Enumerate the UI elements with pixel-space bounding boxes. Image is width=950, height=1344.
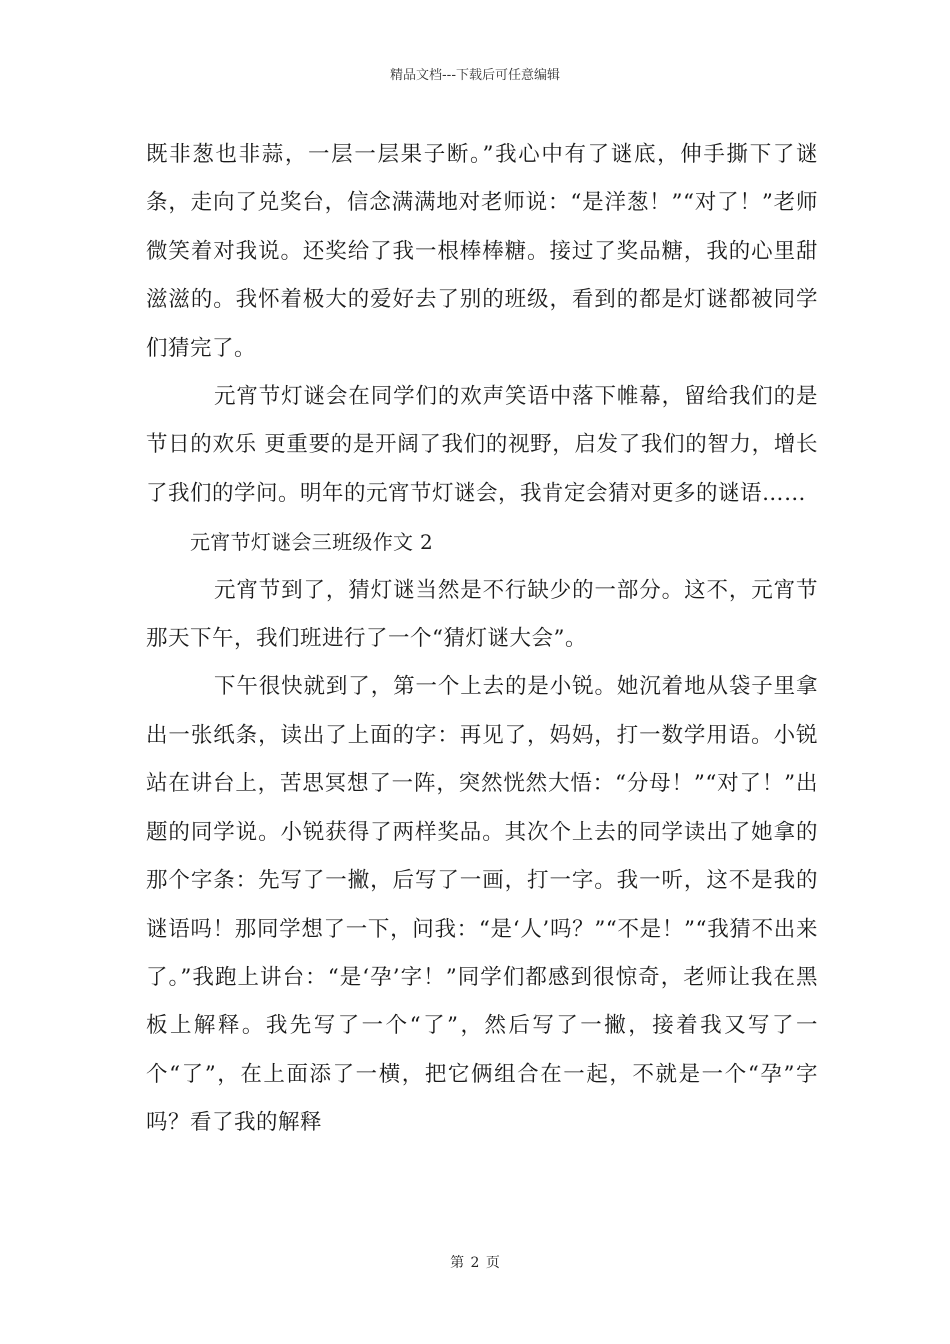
page-header: 精品文档---下载后可任意编辑	[389, 68, 561, 83]
document-body	[146, 131, 818, 1148]
paragraph-3: 元宵节到了，猜灯谜当然是不行缺少的一部分。这不，元宵节那天下午，我们班进行了一个“猜灯谜大会”。	[146, 577, 818, 652]
section-subtitle: 元宵节灯谜会三班级作文 2	[190, 530, 433, 555]
paragraph-4: 下午很快就到了，第一个上去的是小锐。她沉着地从袋子里拿出一张纸条，读出了上面的字：再见了，妈妈，打一数学用语。小锐站在讲台上，苦思冥想了一阵，突然恍然大悟：“分母！”“对了！”出题的同学说。小锐获得了两样奖品。其次个上去的同学读出了她拿的那个字条：先写了一撇，后写了一画，打一字。我一听，这不是我的谜语吗！那同学想了一下，问我：“是‘人’吗？”“不是！”“我猜不出来了。”我跑上讲台：“是‘孕’字！”同学们都感到很惊奇，老师让我在黑板上解释。我先写了一个“了”，然后写了一撇，接着我又写了一个“了”，在上面添了一横，把它俩组合在一起，不就是一个“孕”字吗？看了我的解释	[146, 674, 818, 1136]
paragraph-1: 既非葱也非蒜，一层一层果子断。”我心中有了谜底，伸手撕下了谜条，走向了兑奖台，信念满满地对老师说：“是洋葱！”“对了！”老师微笑着对我说。还奖给了我一根棒棒糖。接过了奖品糖，我的心里甜滋滋的。我怀着极大的爱好去了别的班级，看到的都是灯谜都被同学们猜完了。	[146, 142, 818, 361]
page-number: 第 2 页	[450, 1255, 500, 1271]
paragraph-2: 元宵节灯谜会在同学们的欢声笑语中落下帷幕，留给我们的是节日的欢乐 更重要的是开阔了我们的视野，启发了我们的智力，增长了我们的学问。明年的元宵节灯谜会，我肯定会猜对更多的谜语……	[146, 384, 818, 506]
